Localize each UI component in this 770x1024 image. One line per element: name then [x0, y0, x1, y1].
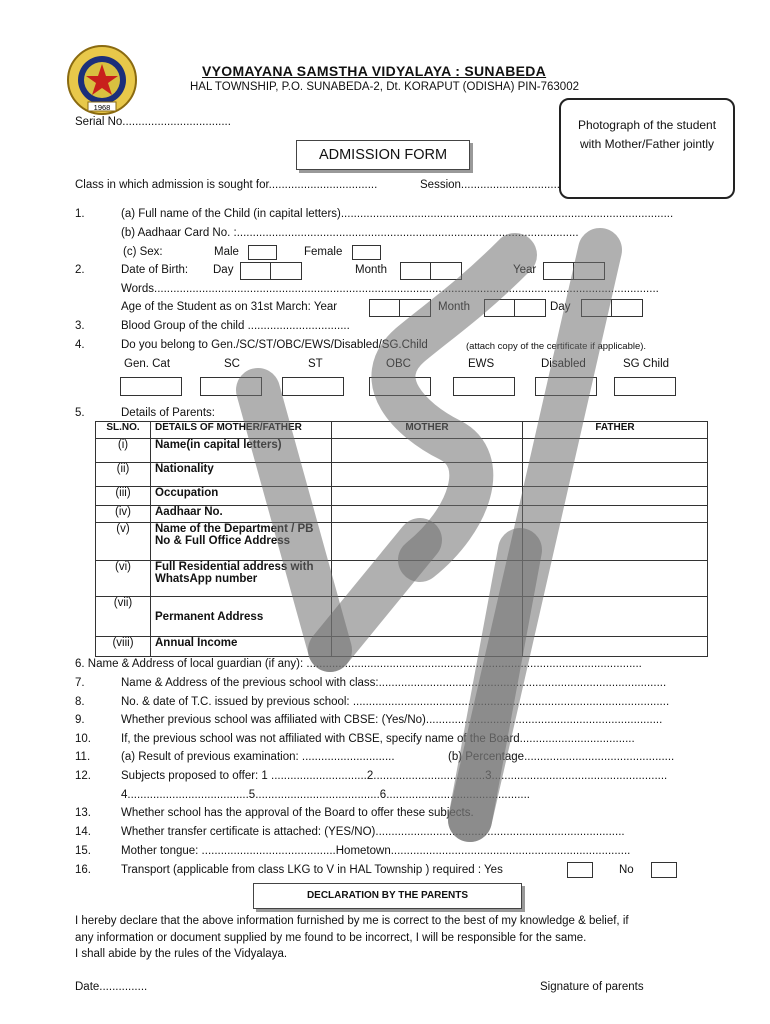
male-checkbox[interactable]: [248, 245, 277, 260]
form-title: ADMISSION FORM: [296, 140, 470, 170]
transport-no-checkbox[interactable]: [651, 862, 677, 878]
transport-no-label: No: [619, 864, 634, 876]
father-cell[interactable]: [523, 487, 708, 506]
board-approval-field: Whether school has the approval of the Board to offer these subjects.: [121, 807, 474, 819]
table-row: (iv) Aadhaar No.: [96, 506, 708, 523]
photograph-label: Photograph of the student with Mother/Father jointly: [577, 118, 717, 151]
age-day-label: Day: [550, 301, 571, 313]
tc-field: No. & date of T.C. issued by previous school: ...................................................................................................: [121, 696, 670, 708]
dob-day-box[interactable]: [240, 262, 271, 280]
serial-number-field: Serial No..................................: [75, 116, 231, 128]
header-cell: DETAILS OF MOTHER/FATHER: [151, 422, 332, 439]
category-label: Gen. Cat: [124, 358, 171, 370]
table-row: (v) Name of the Department / PB No & Full Office Address: [96, 523, 708, 561]
father-cell[interactable]: [523, 439, 708, 463]
declaration-line: I hereby declare that the above information furnished by me is correct to the best of my knowledge & belief, if: [75, 915, 629, 927]
item-number: 5.: [75, 407, 85, 419]
sex-label: (c) Sex:: [123, 246, 163, 258]
dob-year-box[interactable]: [573, 262, 605, 280]
category-checkbox[interactable]: [453, 377, 515, 396]
mother-tongue-field: Mother tongue: ..........................................Hometown...........................................................................: [121, 845, 631, 857]
session-field: Session...............................: [420, 179, 560, 191]
male-label: Male: [214, 246, 239, 258]
age-month-box[interactable]: [514, 299, 546, 317]
declaration-title: DECLARATION BY THE PARENTS: [253, 883, 522, 909]
cbse-affiliation-field: Whether previous school was affiliated with CBSE: (Yes/No)..........................................................................: [121, 714, 663, 726]
photograph-box: [559, 98, 735, 199]
father-cell[interactable]: [523, 561, 708, 597]
category-checkbox[interactable]: [369, 377, 431, 396]
category-label: Disabled: [541, 358, 586, 370]
mother-cell[interactable]: [332, 597, 523, 637]
female-label: Female: [304, 246, 343, 258]
dob-month-label: Month: [355, 264, 387, 276]
category-question: Do you belong to Gen./SC/ST/OBC/EWS/Disabled/SG.Child: [121, 339, 428, 351]
item-number: 3.: [75, 320, 85, 332]
table-row: (vi) Full Residential address with WhatsApp number: [96, 561, 708, 597]
header-cell: SL.NO.: [96, 422, 151, 439]
category-label: OBC: [386, 358, 411, 370]
transport-question: Transport (applicable from class LKG to V in HAL Township ) required : Yes: [121, 864, 503, 876]
father-cell[interactable]: [523, 523, 708, 561]
age-label: Age of the Student as on 31st March: Year: [121, 301, 338, 313]
header-cell: MOTHER: [332, 422, 523, 439]
header-cell: FATHER: [523, 422, 708, 439]
declaration-line: any information or document supplied by me found to be incorrect, I will be responsible for the same.: [75, 932, 587, 944]
item-number: 14.: [75, 826, 91, 838]
category-label: EWS: [468, 358, 495, 370]
school-logo: [66, 44, 138, 116]
age-year-box[interactable]: [399, 299, 431, 317]
blood-group-field: Blood Group of the child ................................: [121, 320, 350, 332]
age-day-box[interactable]: [581, 299, 612, 317]
table-row: (vii) Permanent Address: [96, 597, 708, 637]
logo-year: 1968: [93, 103, 111, 112]
item-number: 2.: [75, 264, 85, 276]
item-number: 13.: [75, 807, 91, 819]
item-number: 8.: [75, 696, 85, 708]
mother-cell[interactable]: [332, 523, 523, 561]
board-name-field: If, the previous school was not affiliated with CBSE, specify name of the Board....................................: [121, 733, 635, 745]
table-row: (i) Name(in capital letters): [96, 439, 708, 463]
school-name: VYOMAYANA SAMSTHA VIDYALAYA : SUNABEDA: [202, 63, 547, 79]
school-address: HAL TOWNSHIP, P.O. SUNABEDA-2, Dt. KORAPUT (ODISHA) PIN-763002: [190, 81, 579, 93]
dob-words-field: Words..............................................................................................................................................................: [121, 283, 659, 295]
category-checkbox[interactable]: [120, 377, 182, 396]
subjects-field: Subjects proposed to offer: 1 ..............................2...................................3.......................................................: [121, 770, 668, 782]
mother-cell[interactable]: [332, 487, 523, 506]
parents-table: [95, 421, 708, 657]
female-checkbox[interactable]: [352, 245, 381, 260]
father-cell[interactable]: [523, 463, 708, 487]
table-row: (iii) Occupation: [96, 487, 708, 506]
item-number: 12.: [75, 770, 91, 782]
age-month-box[interactable]: [484, 299, 515, 317]
category-checkbox[interactable]: [535, 377, 597, 396]
previous-school-field: Name & Address of the previous school with class:..........................................................................................: [121, 677, 667, 689]
mother-cell[interactable]: [332, 506, 523, 523]
age-day-box[interactable]: [611, 299, 643, 317]
full-name-field: (a) Full name of the Child (in capital letters)........................................................................................................: [121, 208, 674, 220]
transfer-certificate-field: Whether transfer certificate is attached: (YES/NO)..............................................................................: [121, 826, 625, 838]
father-cell[interactable]: [523, 637, 708, 657]
transport-yes-checkbox[interactable]: [567, 862, 593, 878]
father-cell[interactable]: [523, 597, 708, 637]
father-cell[interactable]: [523, 506, 708, 523]
mother-cell[interactable]: [332, 463, 523, 487]
item-number: 4.: [75, 339, 85, 351]
category-label: SC: [224, 358, 240, 370]
percentage-field: (b) Percentage...............................................: [448, 751, 675, 763]
declaration-line: I shall abide by the rules of the Vidyalaya.: [75, 948, 288, 960]
item-number: 15.: [75, 845, 91, 857]
item-number: 9.: [75, 714, 85, 726]
item-number: 16.: [75, 864, 91, 876]
local-guardian-field: 6. Name & Address of local guardian (if any): .........................................................................................................: [75, 658, 642, 670]
dob-year-box[interactable]: [543, 262, 574, 280]
dob-month-box[interactable]: [400, 262, 431, 280]
table-row: (ii) Nationality: [96, 463, 708, 487]
dob-day-box[interactable]: [270, 262, 302, 280]
category-label: ST: [308, 358, 323, 370]
dob-label: Date of Birth:: [121, 264, 189, 276]
signature-label: Signature of parents: [540, 981, 644, 993]
subjects-field-2: 4......................................5.......................................6.............................................: [121, 789, 530, 801]
category-label: SG Child: [623, 358, 670, 370]
age-year-box[interactable]: [369, 299, 400, 317]
aadhaar-field: (b) Aadhaar Card No. :...........................................................................................................: [121, 227, 579, 239]
item-number: 10.: [75, 733, 91, 745]
class-field: Class in which admission is sought for..................................: [75, 179, 378, 191]
mother-cell[interactable]: [332, 637, 523, 657]
date-field: Date...............: [75, 981, 148, 993]
mother-cell[interactable]: [332, 439, 523, 463]
item-number: 11.: [75, 751, 91, 763]
table-header-row: [96, 422, 708, 439]
category-note: (attach copy of the certificate if applicable).: [466, 341, 647, 352]
item-number: 7.: [75, 677, 85, 689]
category-checkbox[interactable]: [614, 377, 676, 396]
dob-year-label: Year: [513, 264, 537, 276]
mother-cell[interactable]: [332, 561, 523, 597]
result-field: (a) Result of previous examination: .............................: [121, 751, 395, 763]
age-month-label: Month: [438, 301, 470, 313]
item-number: 1.: [75, 208, 85, 220]
dob-month-box[interactable]: [430, 262, 462, 280]
dob-day-label: Day: [213, 264, 234, 276]
parents-details-label: Details of Parents:: [121, 407, 215, 419]
table-row: (viii) Annual Income: [96, 637, 708, 657]
category-checkbox[interactable]: [200, 377, 262, 396]
category-checkbox[interactable]: [282, 377, 344, 396]
